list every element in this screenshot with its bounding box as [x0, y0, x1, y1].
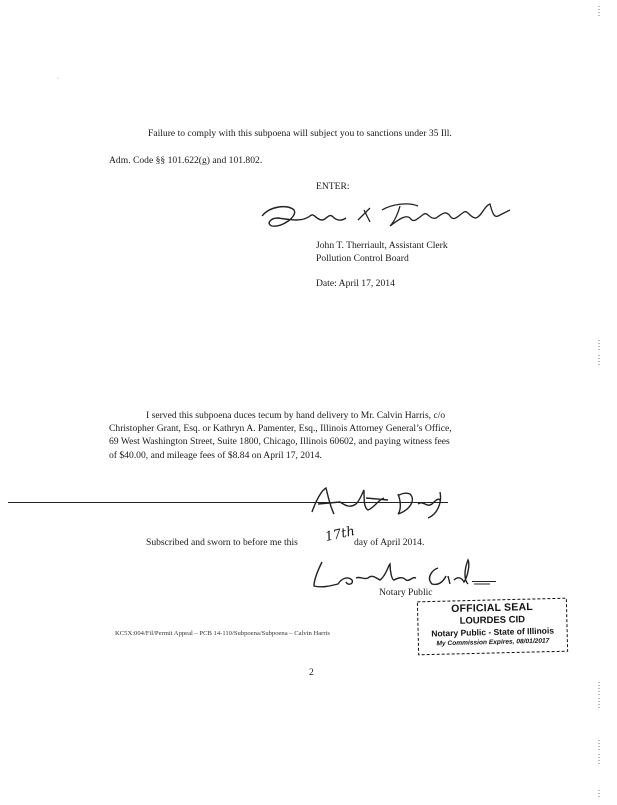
seal-expiration: My Commission Expires, 08/01/2017: [436, 637, 550, 648]
clerk-board: Pollution Control Board: [316, 253, 409, 264]
oath-text-before: Subscribed and sworn to before me this: [146, 537, 298, 548]
scan-edge-marks: [598, 0, 600, 800]
service-paragraph: [109, 409, 452, 462]
service-line: 69 West Washington Street, Suite 1800, Chicago, Illinois 60602, and paying witness fees: [109, 436, 450, 448]
scan-speck: ·: [57, 76, 59, 82]
server-signature: [306, 484, 456, 520]
service-line: I served this subpoena duces tecum by hand delivery to Mr. Calvin Harris, c/o: [146, 410, 446, 421]
clerk-signature: [258, 198, 518, 238]
notary-signature-line: [472, 581, 496, 582]
seal-title: OFFICIAL SEAL: [451, 601, 534, 616]
notary-label: Notary Public: [379, 587, 433, 598]
order-date: Date: April 17, 2014: [316, 278, 395, 289]
enter-label: ENTER:: [316, 181, 350, 192]
document-footer-path: KC5X:004/Fil/Permit Appeal – PCB 14-110/Subpoena/Subpoena – Calvin Harris: [115, 630, 330, 637]
seal-state: Notary Public - State of Illinois: [431, 625, 555, 639]
page-number: 2: [309, 667, 314, 678]
sanction-text-line-1: Failure to comply with this subpoena will subject you to sanctions under 35 Ill.: [148, 128, 452, 139]
service-line: of $40.00, and mileage fees of $8.84 on April 17, 2014.: [109, 449, 322, 461]
service-line: Christopher Grant, Esq. or Kathryn A. Pamenter, Esq., Illinois Attorney General’s Office,: [109, 423, 452, 435]
clerk-name: John T. Therriault, Assistant Clerk: [316, 240, 448, 251]
oath-text-after: day of April 2014.: [354, 537, 425, 548]
oath-day: 17th: [323, 524, 357, 545]
official-seal: [416, 597, 568, 656]
seal-name: LOURDES CID: [459, 614, 526, 627]
sanction-text-line-2: Adm. Code §§ 101.622(g) and 101.802.: [109, 155, 263, 166]
